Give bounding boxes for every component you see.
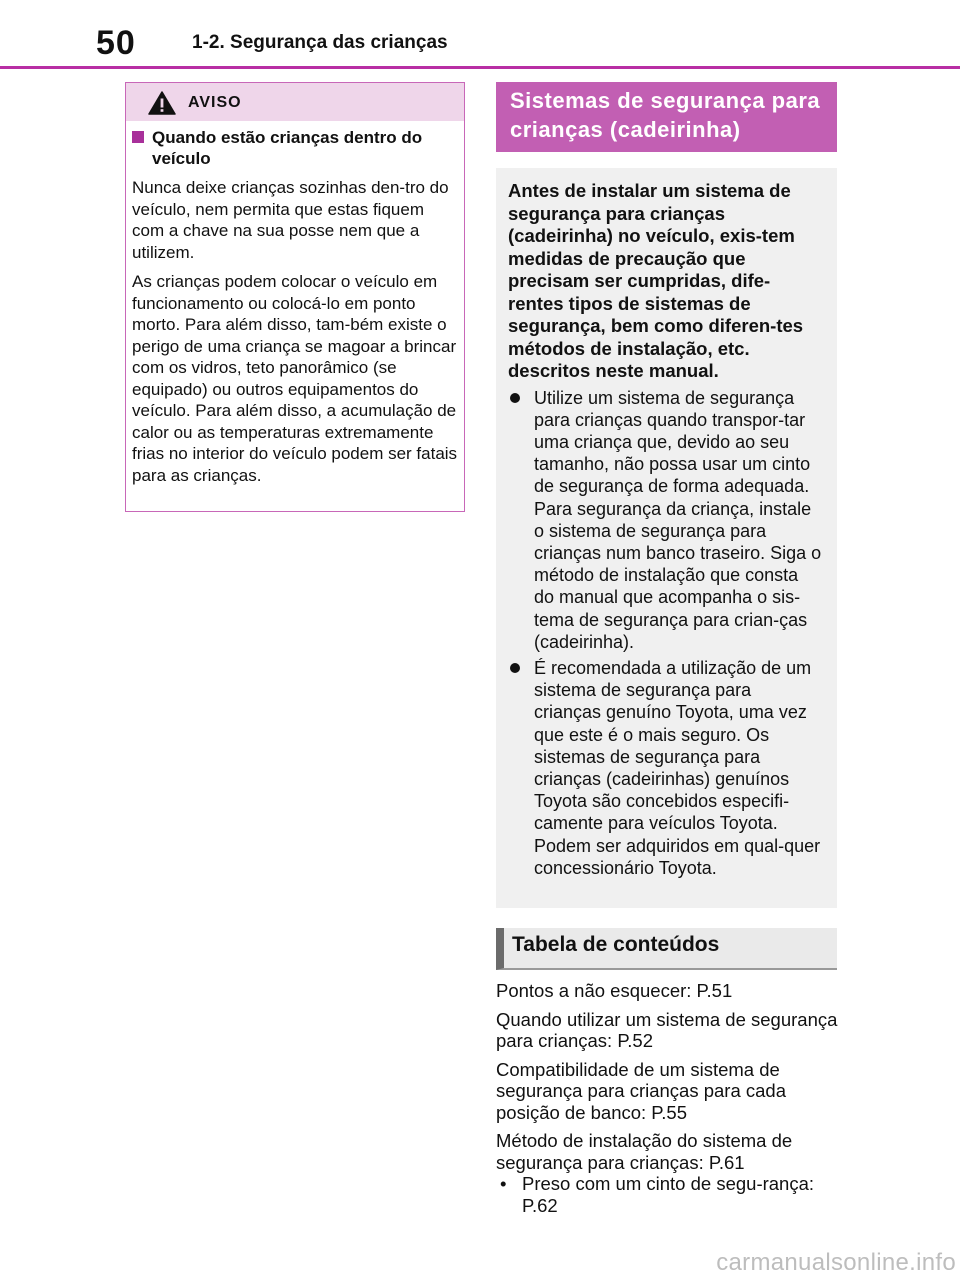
watermark: carmanualsonline.info (716, 1249, 956, 1276)
page-number: 50 (96, 24, 136, 62)
toc-item[interactable]: Quando utilizar um sistema de segurança para crianças: P.52 (496, 1008, 838, 1051)
toc-subitem-bullet: • (500, 1173, 507, 1194)
warning-paragraph: Nunca deixe crianças sozinhas den-tro do veículo, nem permita que estas fiquem com a chave na sua posse nem que a utilizem. (132, 178, 449, 262)
bullet-text: Utilize um sistema de segurança para crianças quando transpor-tar uma criança que, devido ao seu tamanho, não possa usar um cinto de segurança de forma adequada. Para segurança da criança, instale o sistema de segurança para crianças num banco traseiro. Siga o método de instalação que consta do manual que acompanha o sis-tema de segurança para crian-ças (cadeirinha). (534, 387, 822, 652)
warning-paragraph: As crianças podem colocar o veículo em funcionamento ou colocá-lo em ponto morto. Para além disso, tam-bém existe o perigo de uma criança se magoar a brincar com os vidros, teto panorâmico (se equipado) ou outros equipamentos do veículo. Para além disso, a acumulação de calor ou as temperaturas extremamente frias no interior do veículo podem ser fatais para as crianças. (132, 272, 458, 485)
bullet-text: É recomendada a utilização de um sistema de segurança para crianças genuíno Toyota, uma vez que este é o mais seguro. Os sistemas de segurança para crianças (cadeirinhas) genuínos Toyota são concebidos especifi-camente para veículos Toyota. Podem ser adquiridos em qual-quer concessionário Toyota. (534, 657, 821, 878)
warning-box (125, 82, 465, 512)
list-item (508, 387, 823, 653)
systems-heading: Sistemas de segurança para crianças (cadeirinha) (496, 82, 837, 152)
toc-heading: Tabela de conteúdos (496, 928, 837, 970)
toc-subitem[interactable] (496, 1173, 841, 1216)
warning-subheading-text: Quando estão crianças dentro do veículo (152, 128, 423, 168)
bullet-dot-icon (510, 393, 520, 403)
toc-item[interactable]: Método de instalação do sistema de segurança para crianças: P.61 (496, 1130, 793, 1173)
warning-header (126, 83, 464, 121)
systems-info-box (496, 168, 837, 908)
table-of-contents (496, 980, 841, 1216)
toc-item[interactable]: Compatibilidade de um sistema de segurança para crianças para cada posição de banco: P.55 (496, 1058, 787, 1123)
page-header (0, 0, 960, 70)
header-divider (0, 66, 960, 69)
list-item (508, 657, 823, 879)
toc-item[interactable]: Pontos a não esquecer: P.51 (496, 980, 733, 1001)
section-title: 1-2. Segurança das crianças (192, 32, 448, 53)
bullet-dot-icon (510, 663, 520, 673)
warning-label: AVISO (188, 94, 242, 111)
toc-subitem-text: Preso com um cinto de segu-rança: P.62 (522, 1173, 815, 1216)
warning-triangle-icon (148, 91, 176, 115)
square-bullet-icon (132, 131, 144, 143)
systems-intro: Antes de instalar um sistema de segurança para crianças (cadeirinha) no veículo, exis-tem medidas de precaução que precisam ser cumpridas, dife-rentes tipos de sistemas de segurança, bem como diferen-tes métodos de instalação, etc. descritos neste manual. (508, 180, 804, 381)
warning-subheading (132, 127, 458, 169)
